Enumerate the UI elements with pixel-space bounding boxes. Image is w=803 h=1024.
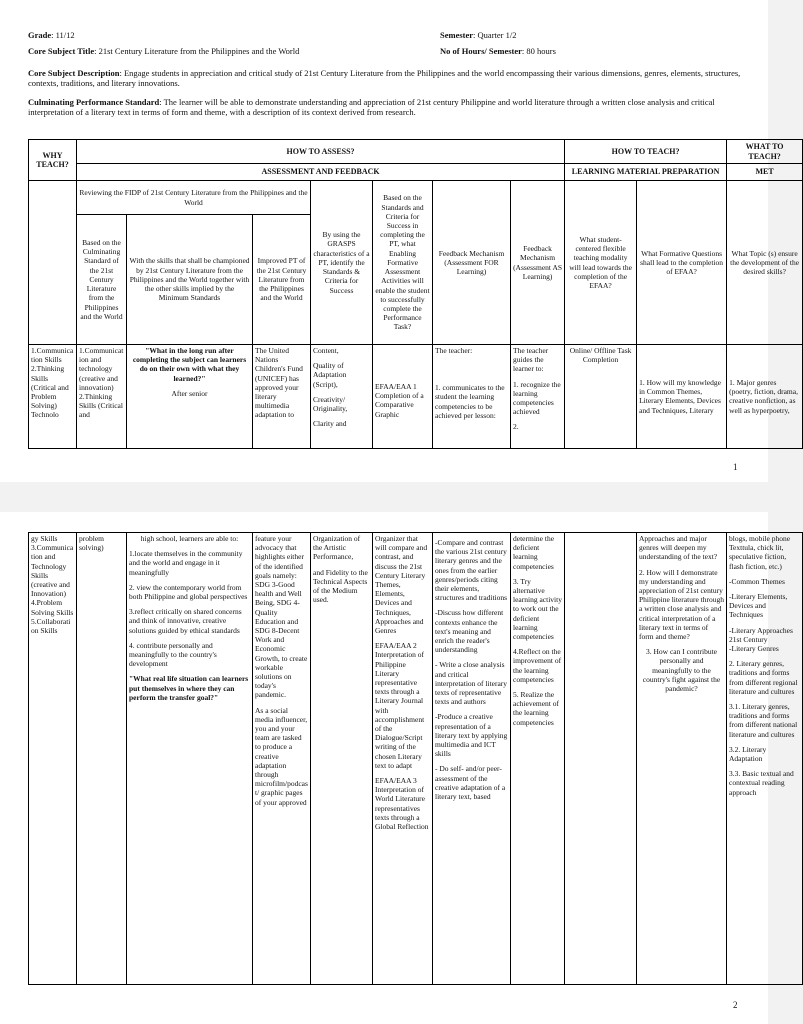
formative-questions-cell: Approaches and major genres will deepen my understanding of the text? 2. How will I demonstrate my understanding and appreciation of 21st century Philippine literature through a written close analysis and critical interpretation of a literary text in terms of form and theme? 3. How can I contribute personally and meaningfully to the country's fight against the pandemic? <box>637 533 727 985</box>
efaa-cell: EFAA/EAA 1 Completion of a Comparative Graphic <box>373 345 433 449</box>
feedback-as-cell: The teacher guides the learner to: 1. recognize the learning competencies achieved 2. <box>511 345 565 449</box>
feedback-as-cell: determine the deficient learning competencies 3. Try alternative learning activity to work out the deficient learning competencies 4.Reflect on the improvement of the learning competencies 5. Realize the achievement of the learning competencies <box>511 533 565 985</box>
fidp-review-header: Reviewing the FIDP of 21st Century Literature from the Philippines and the World <box>77 181 311 215</box>
met-header: MET <box>727 164 803 181</box>
fidp-table-page-1 <box>28 139 803 449</box>
modality-cell: Online/ Offline Task Completion <box>565 345 637 449</box>
efaa-header: Based on the Standards and Criteria for Success in completing the PT, what Enabling Formative Assessment Activities will enable the student to successfully complete the Performance Task? <box>373 181 433 345</box>
efaa-cell: Organizer that will compare and contrast, and discuss the 21st Century Literary Themes, Elements, Devices and Techniques, Approaches and Genres EFAA/EAA 2 Interpretation of Philippine Literary representative texts through a Literary Journal with accomplishment of the Dialogue/Script writing of the chosen Literary text to adapt EFAA/EAA 3 Interpretation of World Literature representatives texts through a Global Reflection <box>373 533 433 985</box>
performance-task-cell: The United Nations Children's Fund (UNICEF) has approved your literary multimedia adaptation to <box>253 345 311 449</box>
criteria-cell: Organization of the Artistic Performance, and Fidelity to the Technical Aspects of the Medium used. <box>311 533 373 985</box>
hours-line: No of Hours/ Semester: 80 hours <box>440 46 556 56</box>
skills-list-cell: gy Skills 3.Communication and Technology Skills (creative and Innovation) 4.Problem Solving Skills 5.Collaboration Skills <box>29 533 77 985</box>
page-number: 2 <box>733 1000 738 1010</box>
blank-cell <box>29 181 77 345</box>
standard-skills-cell: problem solving) <box>77 533 127 985</box>
teaching-modality-header: What student-centered flexible teaching modality will lead towards the completion of the EFAA? <box>565 181 637 345</box>
semester-line: Semester: Quarter 1/2 <box>440 30 517 40</box>
how-to-assess-header: HOW TO ASSESS? <box>77 140 565 164</box>
transfer-goal-cell: high school, learners are able to: 1.locate themselves in the community and the world and engage in it meaningfully 2. view the contemporary world from both Philippine and global perspectives 3.reflect critically on shared concerns and think of innovative, creative solutions guided by ethical standards 4. contribute personally and meaningfully to the country's development "What real life situation can learners put themselves in where they can perform the transfer goal?" <box>127 533 253 985</box>
grade-line: Grade: 11/12 <box>28 30 75 40</box>
why-teach-header: WHY TEACH? <box>29 140 77 181</box>
feedback-for-cell: The teacher: 1. communicates to the student the learning competencies to be achieved per lesson: <box>433 345 511 449</box>
improved-pt-header: Improved PT of the 21st Century Literature from the Philippines and the World <box>253 215 311 345</box>
subject-description: Core Subject Description: Engage students in appreciation and critical study of 21st Century Literature from the Philippines and the world encompassing their various dimensions, genres, elements, structures, contexts, traditions, and literary innovations. <box>28 68 741 88</box>
culminating-standard-header: Based on the Culminating Standard of the 21st Century Literature from the Philippines and the World <box>77 215 127 345</box>
formative-questions-cell: 1. How will my knowledge in Common Themes, Literary Elements, Devices and Techniques, Literary <box>637 345 727 449</box>
feedback-for-learning-header: Feedback Mechanism (Assessment FOR Learning) <box>433 181 511 345</box>
fidp-table-page-2 <box>28 532 803 985</box>
page-number: 1 <box>733 462 738 472</box>
criteria-cell: Content, Quality of Adaptation (Script), Creativity/ Originality, Clarity and <box>311 345 373 449</box>
assessment-feedback-header: ASSESSMENT AND FEEDBACK <box>77 164 565 181</box>
feedback-for-cell: -Compare and contrast the various 21st century literary genres and the ones from the earlier genres/periods citing their elements, structures and traditions -Discuss how different contexts enhance the text's meaning and enrich the reader's understanding - Write a close analysis and critical interpretation of literary texts of representative texts and authors -Produce a creative representation of a literary text by applying multimedia and ICT skills - Do self- and/or peer-assessment of the creative adaptation of a literary text, based <box>433 533 511 985</box>
skills-list-cell: 1.Communication Skills 2.Thinking Skills (Critical and Problem Solving) Technolo <box>29 345 77 449</box>
document-page-2 <box>0 512 798 1024</box>
feedback-as-learning-header: Feedback Mechanism (Assessment AS Learning) <box>511 181 565 345</box>
subject-title-line: Core Subject Title: 21st Century Literature from the Philippines and the World <box>28 46 300 56</box>
performance-task-cell: feature your advocacy that highlights either of the identified goals namely: SDG 3-Good health and Well Being, SDG 4-Quality Education and SDG 8-Decent Work and Economic Growth, to create workable solutions on today's pandemic. As a social media influencer, you and your team are tasked to produce a creative adaptation through microfilm/podcast/ graphic pages of your approved <box>253 533 311 985</box>
what-to-teach-header: WHAT TO TEACH? <box>727 140 803 164</box>
skills-header: With the skills that shall be championed by 21st Century Literature from the Philippines and the World together with the other skills implied by the Minimum Standards <box>127 215 253 345</box>
formative-questions-header: What Formative Questions shall lead to the completion of EFAA? <box>637 181 727 345</box>
document-page-1 <box>0 0 800 482</box>
modality-cell <box>565 533 637 985</box>
topics-cell: blogs, mobile phone Texttula, chick lit, speculative fiction, flash fiction, etc.) -Common Themes -Literary Elements, Devices and Techniques -Literary Approaches 21st Century -Literary Genres 2. Literary genres, traditions and forms from different regional literature and cultures 3.1. Literary genres, traditions and forms from different national literature and cultures 3.2. Literary Adaptation 3.3. Basic textual and contextual reading approach <box>727 533 803 985</box>
learning-material-header: LEARNING MATERIAL PREPARATION <box>565 164 727 181</box>
transfer-goal-cell: "What in the long run after completing the subject can learners do on their own with what they learned?" After senior <box>127 345 253 449</box>
culminating-performance-standard: Culminating Performance Standard: The learner will be able to demonstrate understanding and appreciation of 21st century Philippine and world literature through a written close analysis and critical interpretation of a literary text in terms of form and theme, with a description of its context derived from research. <box>28 97 715 117</box>
standard-skills-cell: 1.Communication and technology (creative and innovation) 2.Thinking Skills (Critical and <box>77 345 127 449</box>
topics-cell: 1. Major genres (poetry, fiction, drama, creative nonfiction, as well as hyperpoetry, <box>727 345 803 449</box>
how-to-teach-header: HOW TO TEACH? <box>565 140 727 164</box>
topics-header: What Topic (s) ensure the development of the desired skills? <box>727 181 803 345</box>
grasps-header: By using the GRASPS characteristics of a PT, identify the Standards & Criteria for Success <box>311 181 373 345</box>
